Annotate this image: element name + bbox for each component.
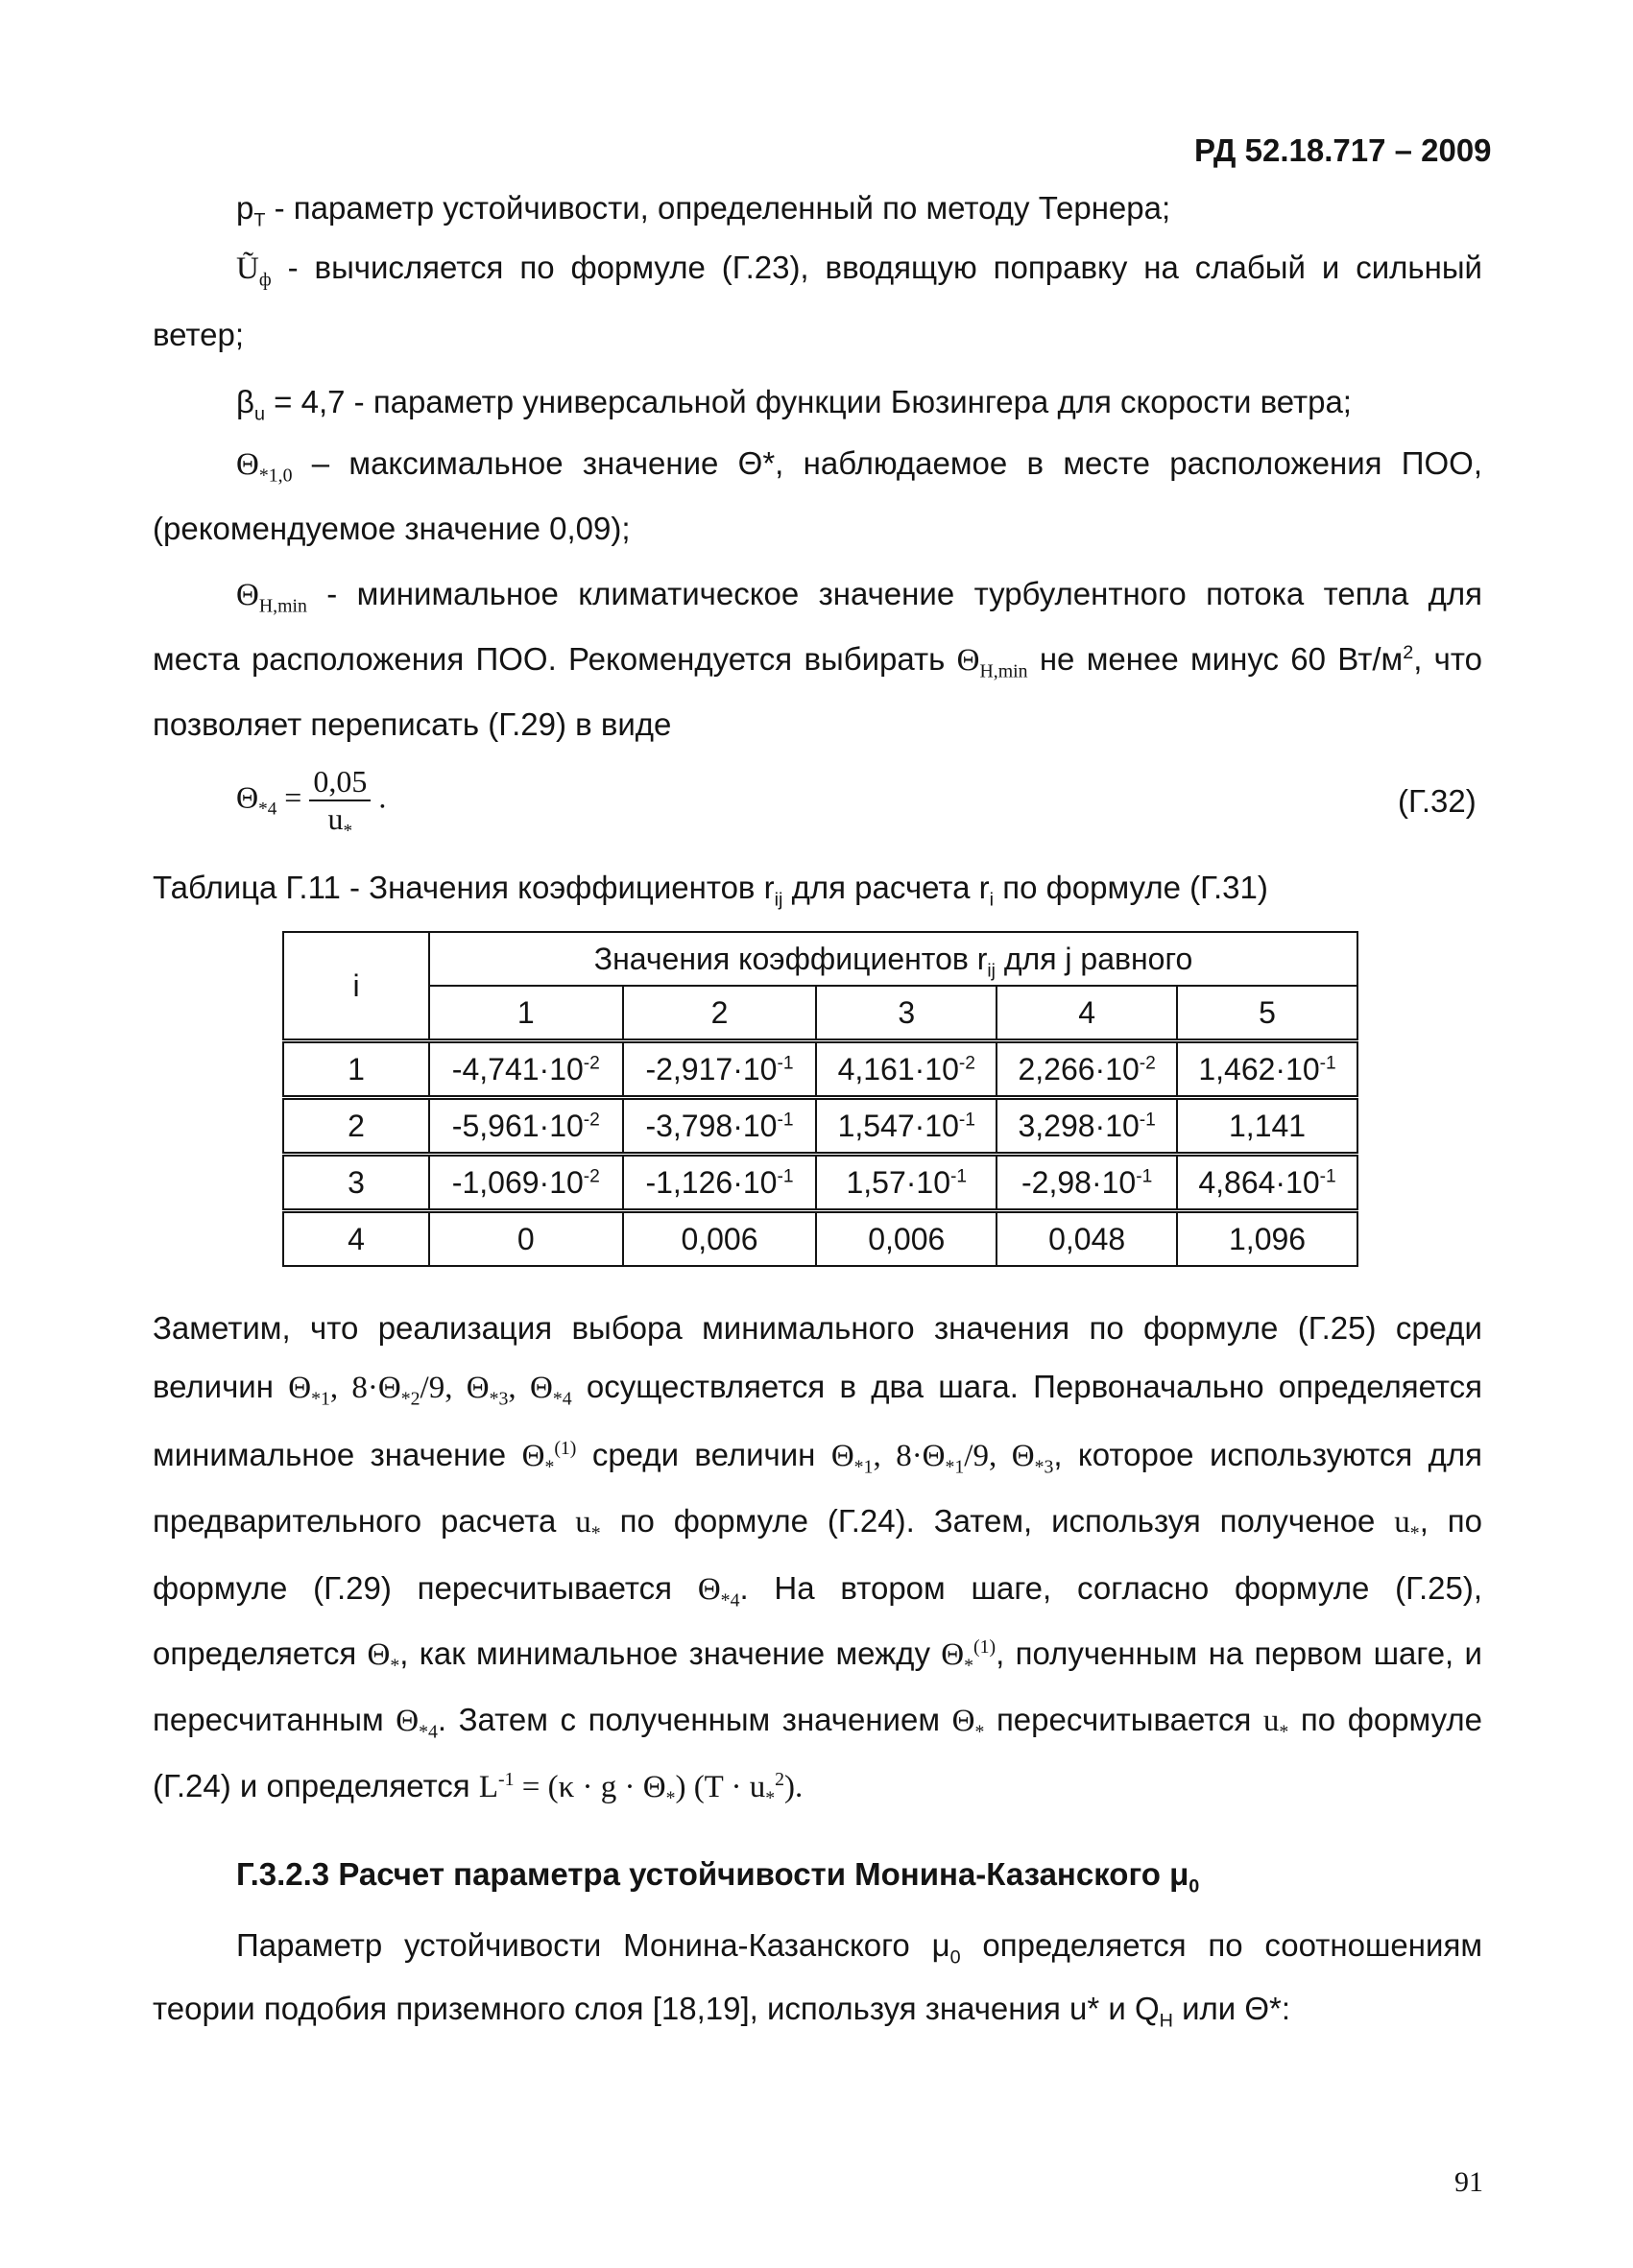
table-cell: $-5,961\cdot 10^{-2}$ [429, 1098, 623, 1155]
table-header-i: i [283, 932, 429, 1041]
table-cell: $-1,069\cdot 10^{-2}$ [429, 1155, 623, 1211]
paragraph-line-2: величин $\Theta_{*1}$, $8\cdot\Theta_{*2}/9$, $\Theta_{*3}$, $\Theta_{*4}$ осуществляется в два шага. Первоначально определяется [153, 1369, 1483, 1410]
section-paragraph-line-2: теории подобия приземного слоя [18,19], используя значения u* и $Q_H$ или Θ*: [153, 1991, 1291, 2032]
table-cell: $4,161\cdot 10^{-2}$ [816, 1041, 997, 1098]
table-cell: $-4,741\cdot 10^{-2}$ [429, 1041, 623, 1098]
paragraph-line-5: формуле (Г.29) пересчитывается $\Theta_{*4}$. На втором шаге, согласно формуле (Г.25), [153, 1570, 1482, 1611]
coefficient-table [282, 931, 1358, 1267]
table-row-index: 3 [283, 1155, 429, 1211]
table-cell: 0,048 [997, 1211, 1177, 1267]
table-cell: 1,096 [1177, 1211, 1357, 1267]
page-number: 91 [1454, 2166, 1483, 2198]
def-theta-10: $\Theta_{*1,0}$ – максимальное значение Θ*, наблюдаемое в месте расположения ПОО, [236, 445, 1482, 487]
table-cell: $1,547\cdot 10^{-1}$ [816, 1098, 997, 1155]
def-u-f-cont: ветер; [153, 317, 245, 352]
table-row [283, 1098, 1357, 1155]
document-id: РД 52.18.717 – 2009 [1194, 132, 1492, 168]
paragraph-line-7: пересчитанным $\Theta_{*4}$. Затем с полученным значением $\Theta_*$ пересчитывается $u_*$ по формуле [153, 1702, 1482, 1743]
table-cell: $1,57\cdot 10^{-1}$ [816, 1155, 997, 1211]
paragraph-line-1: Заметим, что реализация выбора минимального значения по формуле (Г.25) среди [153, 1310, 1482, 1346]
def-u-f: $Ũ_ф$ - вычисляется по формуле (Г.23), вводящую поправку на слабый и сильный [236, 250, 1482, 291]
table-cell: 0,006 [623, 1211, 817, 1267]
table-cell: 0,006 [816, 1211, 997, 1267]
def-theta-10-cont: (рекомендуемое значение 0,09); [153, 511, 631, 546]
table-cell: 0 [429, 1211, 623, 1267]
table-cell: $-1,126\cdot 10^{-1}$ [623, 1155, 817, 1211]
table-col-header: 5 [1177, 986, 1357, 1041]
table-col-header: 4 [997, 986, 1177, 1041]
table-row-index: 2 [283, 1098, 429, 1155]
formula-number: (Г.32) [1398, 783, 1477, 819]
paragraph-line-8: (Г.24) и определяется $L^{-1} = (\kappa \cdot g \cdot \Theta_*) (T \cdot u_*^2)$. [153, 1768, 804, 1809]
table-cell: $-2,98\cdot 10^{-1}$ [997, 1155, 1177, 1211]
table-col-header: 2 [623, 986, 817, 1041]
formula-g32: $\Theta_{*4}$ = $\frac{0,05}{u_*}$ . [236, 764, 387, 842]
def-theta-hmin: $\Theta_{H,min}$ - минимальное климатическое значение турбулентного потока тепла для [236, 576, 1483, 617]
section-paragraph-line-1: Параметр устойчивости Монина-Казанского $\mu_0$ определяется по соотношениям [236, 1927, 1483, 1969]
table-row [283, 1041, 1357, 1098]
def-p-t: $p_T$ - параметр устойчивости, определенный по методу Тернера; [236, 190, 1171, 231]
table-col-header: 3 [816, 986, 997, 1041]
paragraph-line-6: определяется $\Theta_*$, как минимальное значение между $\Theta_*^{(1)}$, полученным на первом шаге, и [153, 1635, 1482, 1677]
section-heading: Г.3.2.3 Расчет параметра устойчивости Монина-Казанского $\mu_0$ [236, 1856, 1200, 1898]
table-row [283, 1155, 1357, 1211]
table-cell: $1,462\cdot 10^{-1}$ [1177, 1041, 1357, 1098]
table-group-header: Значения коэффициентов $r_{ij}$ для j равного [429, 932, 1357, 986]
table-cell: $-3,798\cdot 10^{-1}$ [623, 1098, 817, 1155]
table-row-index: 4 [283, 1211, 429, 1267]
table-row [283, 1211, 1357, 1267]
table-cell: $4,864\cdot 10^{-1}$ [1177, 1155, 1357, 1211]
table-col-header: 1 [429, 986, 623, 1041]
formula-fraction: $\frac{0,05}{u_*}$ [309, 764, 371, 837]
def-theta-hmin-cont2: позволяет переписать (Г.29) в виде [153, 706, 672, 742]
def-beta-u: $\beta_u = 4,7$ - параметр универсальной функции Бюзингера для скорости ветра; [236, 384, 1352, 425]
table-cell: $3,298\cdot 10^{-1}$ [997, 1098, 1177, 1155]
paragraph-line-3: минимальное значение $\Theta_*^{(1)}$ среди величин $\Theta_{*1}$, $8\cdot\Theta_{*1}/9$, $\Theta_{*3}$, которое используются для [153, 1437, 1483, 1478]
table-cell: $2,266\cdot 10^{-2}$ [997, 1041, 1177, 1098]
table-cell: $-2,917\cdot 10^{-1}$ [623, 1041, 817, 1098]
table-caption: Таблица Г.11 - Значения коэффициентов $r_{ij}$ для расчета $r_i$ по формуле (Г.31) [153, 870, 1268, 911]
table-row-index: 1 [283, 1041, 429, 1098]
table-cell: 1,141 [1177, 1098, 1357, 1155]
def-theta-hmin-cont: места расположения ПОО. Рекомендуется выбирать $\Theta_{H,min}$ не менее минус 60 $Вт/м^2$, что [153, 641, 1482, 682]
paragraph-line-4: предварительного расчета $u_*$ по формуле (Г.24). Затем, используя полученое $u_*$, по [153, 1503, 1482, 1544]
